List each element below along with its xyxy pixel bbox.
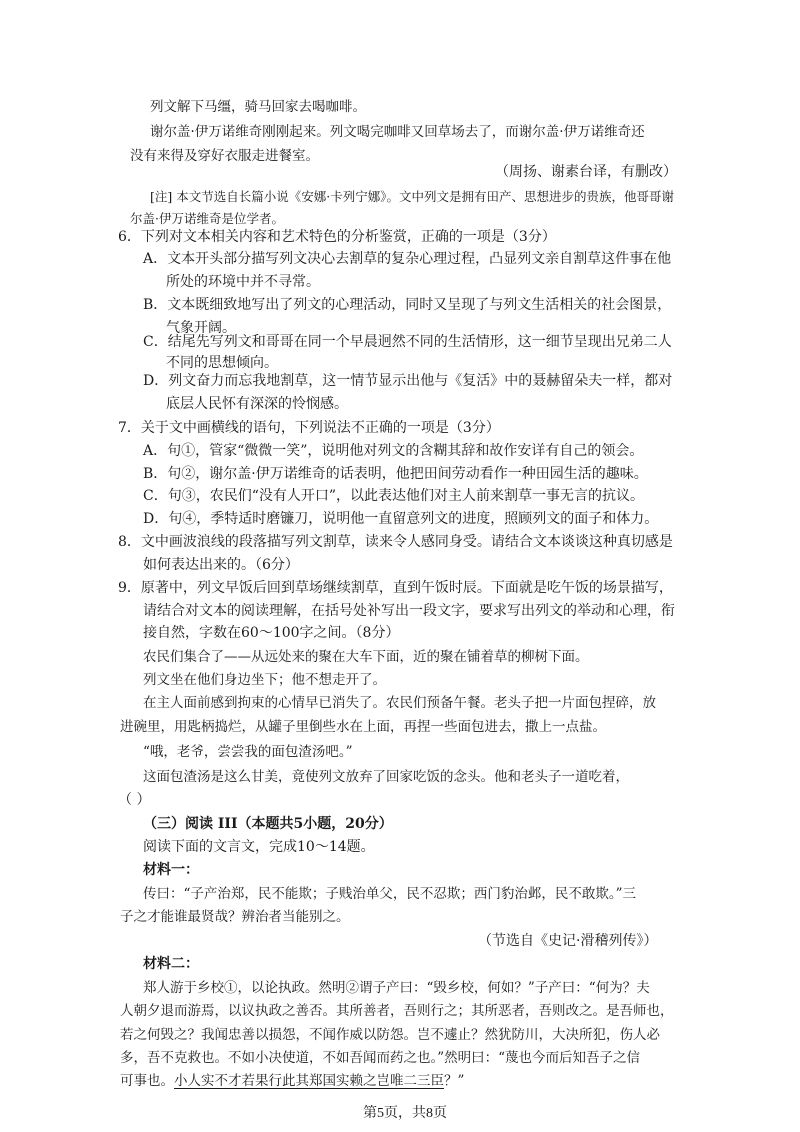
- excerpt-line: “哦，老爷，尝尝我的面包渣汤吧。”: [143, 744, 353, 760]
- excerpt-line: 列文坐在他们身边坐下；他不想走开了。: [143, 672, 386, 688]
- option-d: D．句④，季特适时磨镰刀，说明他一直留意列文的进度，照顾列文的面子和体力。: [143, 511, 659, 527]
- option-a-cont: 所处的环境中并不寻常。: [166, 274, 320, 290]
- footnote: [注] 本文节选自长篇小说《安娜·卡列宁娜》。文中列文是拥有田产、思想进步的贵族，他哥哥谢: [150, 189, 674, 204]
- option-b-cont: 气象开阔。: [166, 320, 236, 336]
- question-9-cont: 请结合对文本的阅读理解，在括号处补写出一段文字，要求写出列文的举动和心理，衔: [143, 603, 675, 619]
- question-9: 9．原著中，列文早饭后回到草场继续割草，直到午饭时辰。下面就是吃午饭的场景描写，: [118, 580, 673, 596]
- question-8-cont: 如何表达出来的。（6分）: [143, 557, 299, 573]
- material-1-label: 材料一：: [143, 862, 199, 878]
- material-2-label: 材料二：: [143, 956, 199, 972]
- question-8: 8．文中画波浪线的段落描写列文割草，读来令人感同身受。请结合文本谈谈这种真切感是: [118, 534, 673, 550]
- classical-text-line: 传曰：“子产治郑，民不能欺；子贱治单父，民不忍欺；西门豹治邺，民不敢欺。”三: [143, 886, 637, 902]
- classical-text-line: 郑人游于乡校①，以论执政。然明②谓子产曰：“毁乡校，何如？”子产曰：“何为？夫: [143, 980, 650, 996]
- excerpt-line: 农民们集合了——从远处来的聚在大车下面，近的聚在铺着草的柳树下面。: [143, 649, 589, 665]
- option-b: B．文本既细致地写出了列文的心理活动，同时又呈现了与列文生活相关的社会图景，: [143, 297, 672, 313]
- excerpt-line: 在主人面前感到拘束的心情早已消失了。农民们预备午餐。老头子把一片面包捏碎，放: [143, 695, 656, 711]
- footnote: 尔盖·伊万诺维奇是位学者。: [130, 211, 284, 226]
- section-heading: （三）阅读 III（本题共5小题，20分）: [143, 816, 393, 832]
- story-line: 谢尔盖·伊万诺维奇刚刚起来。列文喝完咖啡又回草场去了，而谢尔盖·伊万诺维奇还: [150, 124, 645, 140]
- page-number-footer: 第5页，共8页: [363, 1106, 447, 1121]
- story-line: 没有来得及穿好衣服走进餐室。: [130, 148, 319, 164]
- translation-attribution: （周扬、谢素台译，有删改）: [495, 164, 677, 180]
- question-7-stem: 7．关于文中画横线的语句，下列说法不正确的一项是（3分）: [118, 420, 500, 436]
- classical-text-line: 子之才能谁最贤哉？辨治者当能别之。: [120, 909, 350, 925]
- option-c: C．句③，农民们“没有人开口”，以此表达他们对主人前来割草一事无言的抗议。: [143, 488, 645, 504]
- text-segment: ？”: [444, 1073, 465, 1089]
- classical-text-line: 人朝夕退而游焉，以议执政之善否。其所善者，吾则行之；其所恶者，吾则改之。是吾师也，: [120, 1003, 674, 1019]
- story-line: 列文解下马缰，骑马回家去喝咖啡。: [150, 99, 366, 115]
- material-1-source: （节选自《史记·滑稽列传》）: [478, 933, 658, 949]
- option-d: D．列文奋力而忘我地割草，这一情节显示出他与《复活》中的聂赫留朵夫一样，都对: [143, 373, 673, 389]
- option-a: A．句①，管家“微微一笑”，说明他对列文的含糊其辞和故作安详有自己的领会。: [143, 443, 644, 459]
- option-c-cont: 不同的思想倾向。: [166, 355, 278, 371]
- option-d-cont: 底层人民怀有深深的怜悯感。: [166, 396, 348, 412]
- section-instruction: 阅读下面的文言文，完成10～14题。: [143, 839, 375, 855]
- answer-blank: （ ）: [118, 792, 151, 808]
- text-segment: 可事也。: [120, 1073, 174, 1089]
- option-c: C．结尾先写列文和哥哥在同一个早晨迥然不同的生活情形，这一细节呈现出兄弟二人: [143, 334, 672, 350]
- excerpt-line: 这面包渣汤是这么甘美，竟使列文放弃了回家吃饭的念头。他和老头子一道吃着，: [143, 769, 629, 785]
- question-6-stem: 6．下列对文本相关内容和艺术特色的分析鉴赏，正确的一项是（3分）: [118, 229, 556, 245]
- classical-text-line: [120, 1070, 464, 1093]
- question-9-cont: 接自然，字数在60～100字之间。（8分）: [143, 625, 400, 641]
- classical-text-line: 若之何毁之？我闻忠善以损怨，不闻作威以防怨。岂不遽止？然犹防川，大决所犯，伤人必: [120, 1027, 660, 1043]
- underlined-sentence: 小人实不才若果行此其郑国实赖之岂唯二三臣: [174, 1073, 444, 1089]
- excerpt-line: 进碗里，用匙柄捣烂，从罐子里倒些水在上面，再捏一些面包进去，撒上一点盐。: [120, 719, 606, 735]
- classical-text-line: 多，吾不克救也。不如小决使道，不如吾闻而药之也。”然明曰：“蔑也今而后知吾子之信: [120, 1050, 641, 1066]
- option-b: B．句②，谢尔盖·伊万诺维奇的话表明，他把田间劳动看作一种田园生活的趣味。: [143, 466, 648, 482]
- option-a: A．文本开头部分描写列文决心去割草的复杂心理过程，凸显列文亲自割草这件事在他: [143, 251, 672, 267]
